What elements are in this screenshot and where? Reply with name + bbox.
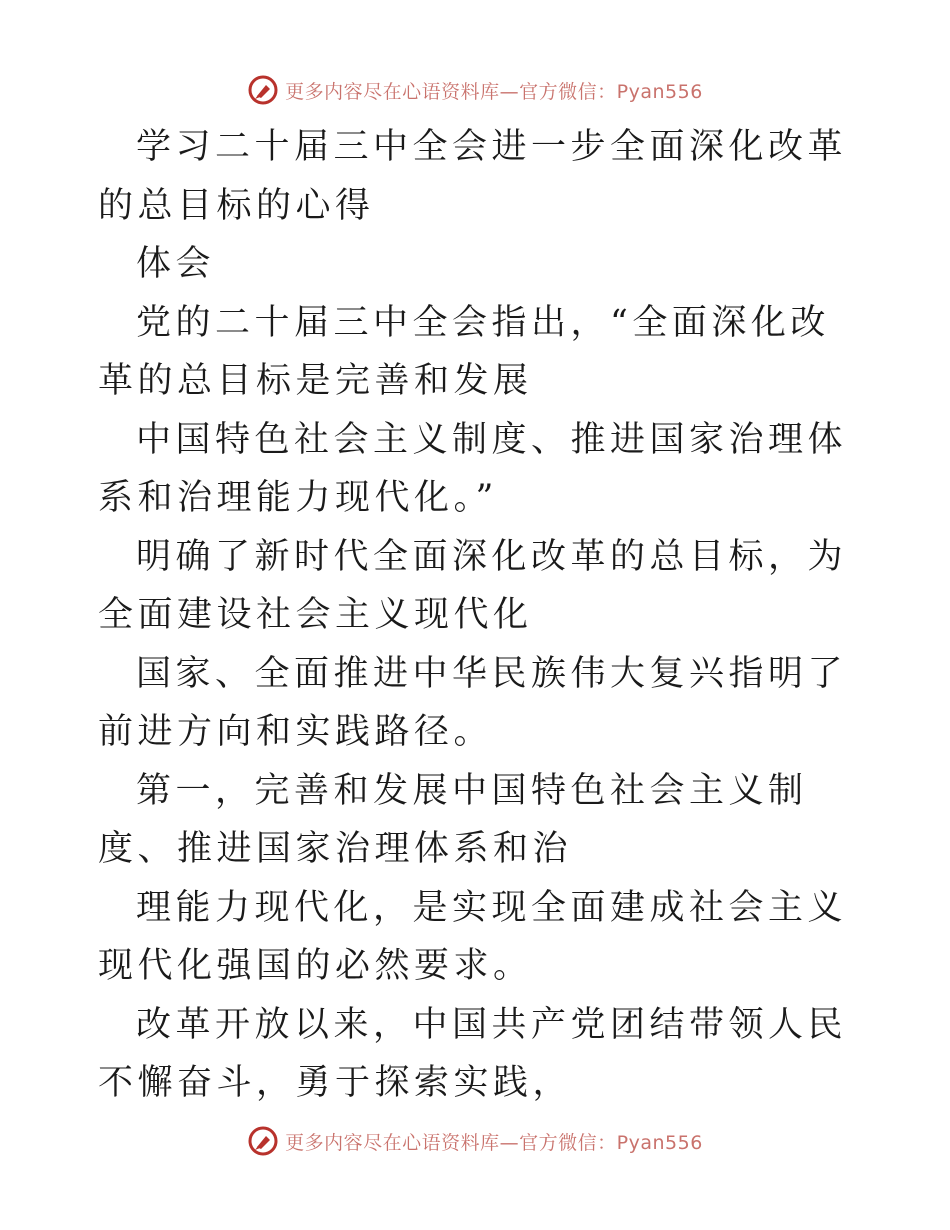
paragraph: 理能力现代化，是实现全面建成社会主义现代化强国的必然要求。 (98, 887, 848, 986)
footer-watermark (0, 1121, 950, 1161)
paragraph: 国家、全面推进中华民族伟大复兴指明了前进方向和实践路径。 (98, 653, 848, 752)
paragraph: 明确了新时代全面深化改革的总目标，为全面建设社会主义现代化 (98, 536, 848, 635)
paragraph-title: 学习二十届三中全会进一步全面深化改革的总目标的心得 (98, 127, 848, 226)
paragraph: 党的二十届三中全会指出，“全面深化改革的总目标是完善和发展 (98, 302, 830, 401)
paragraph-title-cont: 体会 (136, 244, 216, 284)
paragraph: 第一，完善和发展中国特色社会主义制度、推进国家治理体系和治 (98, 770, 808, 869)
header-watermark (0, 70, 950, 110)
paragraph: 改革开放以来，中国共产党团结带领人民不懈奋斗，勇于探索实践， (98, 1004, 848, 1103)
watermark-text: 更多内容尽在心语资料库—官方微信：Pyan556 (285, 1131, 703, 1154)
pen-nib-logo-icon (247, 1125, 279, 1157)
watermark-text: 更多内容尽在心语资料库—官方微信：Pyan556 (285, 80, 703, 103)
pen-nib-logo-icon (247, 74, 279, 106)
document-body (98, 118, 858, 1113)
paragraph: 中国特色社会主义制度、推进国家治理体系和治理能力现代化。” (98, 419, 848, 518)
